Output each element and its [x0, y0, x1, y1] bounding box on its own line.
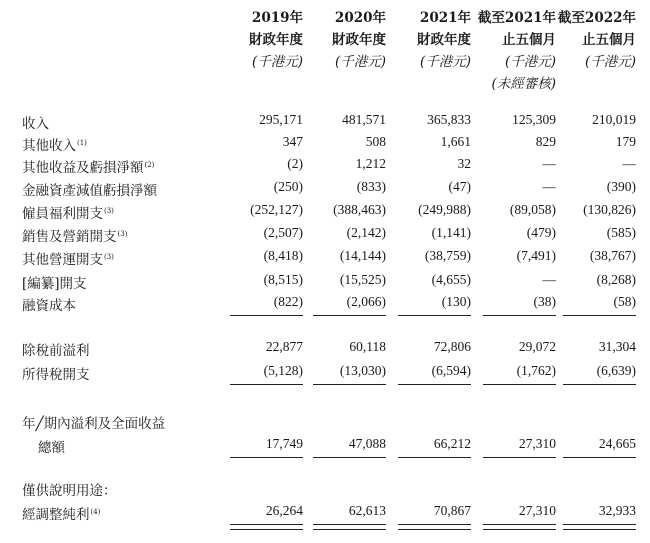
- subtotal-underline: [398, 384, 471, 385]
- subtotal-underline: [483, 457, 556, 458]
- column-header-note: (未經審核): [491, 76, 556, 92]
- table-cell: (130,826): [583, 202, 636, 217]
- table-cell: 365,833: [427, 112, 471, 127]
- table-cell: —: [542, 156, 556, 171]
- table-cell: (249,988): [418, 202, 471, 217]
- row-label: [22, 248, 114, 268]
- row-label: [22, 479, 117, 499]
- table-cell: 1,661: [440, 134, 471, 149]
- table-cell: 22,877: [265, 339, 303, 354]
- row-label-text: 融資成本: [22, 298, 76, 314]
- row-label-text: 所得稅開支: [22, 367, 90, 383]
- table-cell: 210,019: [592, 112, 636, 127]
- table-cell: (6,639): [596, 363, 636, 378]
- column-header-unit: (千港元): [251, 54, 303, 70]
- column-header-year: 截至2021年: [477, 10, 556, 26]
- table-cell: 70,867: [433, 503, 471, 518]
- table-cell: 32: [457, 156, 471, 171]
- table-cell: (8,515): [263, 272, 303, 287]
- table-cell: (47): [448, 179, 471, 194]
- table-cell: —: [542, 272, 556, 287]
- table-cell: 347: [282, 134, 303, 149]
- row-label-text: 經調整純利: [22, 507, 90, 523]
- row-label-text: 僅供說明用途：: [22, 483, 117, 499]
- row-label: [22, 134, 87, 154]
- column-header-unit: (千港元): [584, 54, 636, 70]
- column-header-unit: (千港元): [334, 54, 386, 70]
- subtotal-underline: [563, 457, 636, 458]
- table-cell: 26,264: [265, 503, 303, 518]
- table-cell: 17,749: [265, 436, 303, 451]
- column-header-year: 截至2022年: [557, 10, 636, 26]
- subtotal-underline: [483, 315, 556, 316]
- table-cell: 481,571: [342, 112, 386, 127]
- table-cell: (2): [287, 156, 303, 171]
- table-cell: (58): [613, 294, 636, 309]
- column-header-year: 2021年: [419, 10, 471, 26]
- table-cell: —: [542, 179, 556, 194]
- footnote-ref: (3): [104, 207, 114, 215]
- row-label-text: 年╱期內溢利及全面收益: [22, 416, 166, 432]
- row-label-text: 僱員福利開支: [22, 206, 103, 222]
- table-cell: (5,128): [263, 363, 303, 378]
- row-label-text: 銷售及營銷開支: [22, 229, 117, 245]
- subtotal-underline: [230, 384, 303, 385]
- table-cell: 508: [365, 134, 386, 149]
- total-double-underline: [398, 524, 471, 530]
- subtotal-underline: [563, 315, 636, 316]
- subtotal-underline: [313, 457, 386, 458]
- table-cell: (38,767): [589, 248, 636, 263]
- table-cell: (38,759): [424, 248, 471, 263]
- table-cell: (15,525): [339, 272, 386, 287]
- row-label-text: 收入: [22, 116, 49, 132]
- row-label: [22, 156, 154, 176]
- row-label: [22, 412, 165, 432]
- table-cell: (390): [606, 179, 636, 194]
- table-cell: (38): [533, 294, 556, 309]
- table-cell: 32,933: [598, 503, 636, 518]
- table-cell: 62,613: [348, 503, 386, 518]
- row-label: [22, 503, 100, 523]
- column-header-note: [526, 73, 636, 95]
- column-header-year: 2020年: [334, 10, 386, 26]
- footnote-ref: (3): [117, 230, 128, 238]
- row-label-text: 其他收入: [22, 138, 76, 154]
- column-header-unit: (千港元): [504, 54, 556, 70]
- table-cell: 1,212: [355, 156, 386, 171]
- table-cell: 24,665: [598, 436, 636, 451]
- row-label: [22, 272, 87, 292]
- subtotal-underline: [398, 457, 471, 458]
- column-header-unit: (千港元): [419, 54, 471, 70]
- table-cell: (479): [526, 225, 556, 240]
- total-double-underline: [230, 524, 303, 530]
- table-cell: (4,655): [431, 272, 471, 287]
- row-label-text: 其他營運開支: [22, 252, 103, 268]
- table-cell: (833): [356, 179, 386, 194]
- table-cell: 47,088: [348, 436, 386, 451]
- subtotal-underline: [313, 384, 386, 385]
- table-cell: 27,310: [518, 503, 556, 518]
- row-label: [22, 202, 114, 222]
- column-header-line2: 止五個月: [502, 32, 556, 48]
- total-double-underline: [313, 524, 386, 530]
- total-double-underline: [483, 524, 556, 530]
- subtotal-underline: [230, 315, 303, 316]
- subtotal-underline: [483, 384, 556, 385]
- footnote-ref: (4): [90, 508, 101, 516]
- row-label-text: 總額: [38, 440, 65, 456]
- table-cell: (7,491): [516, 248, 556, 263]
- table-cell: (250): [273, 179, 303, 194]
- table-cell: 179: [615, 134, 636, 149]
- column-header: [526, 7, 636, 95]
- footnote-ref: (1): [77, 139, 87, 147]
- table-cell: (2,142): [346, 225, 386, 240]
- table-cell: (585): [606, 225, 636, 240]
- table-cell: (388,463): [333, 202, 386, 217]
- row-label: [22, 363, 90, 383]
- row-label: [38, 436, 65, 456]
- footnote-ref: (2): [144, 161, 155, 169]
- column-header-line2: 財政年度: [249, 32, 303, 48]
- table-cell: (252,127): [250, 202, 303, 217]
- table-cell: —: [622, 156, 636, 171]
- table-cell: 31,304: [598, 339, 636, 354]
- table-cell: 295,171: [259, 112, 303, 127]
- column-header-year: 2019年: [251, 10, 303, 26]
- row-label: [22, 225, 127, 245]
- row-label: [22, 179, 157, 199]
- column-header-line2: 財政年度: [417, 32, 471, 48]
- table-cell: (822): [273, 294, 303, 309]
- row-label-text: 金融資產減值虧損淨額: [22, 183, 157, 199]
- table-cell: (1,141): [431, 225, 471, 240]
- table-cell: (13,030): [339, 363, 386, 378]
- table-cell: 60,118: [349, 339, 386, 354]
- row-label-text: [編纂]開支: [22, 276, 87, 292]
- table-cell: 27,310: [518, 436, 556, 451]
- footnote-ref: (3): [104, 253, 114, 261]
- table-cell: 66,212: [433, 436, 471, 451]
- row-label: [22, 112, 49, 132]
- table-cell: 829: [535, 134, 556, 149]
- row-label-text: 其他收益及虧損淨額: [22, 160, 144, 176]
- table-cell: (89,058): [509, 202, 556, 217]
- subtotal-underline: [230, 457, 303, 458]
- table-cell: (14,144): [339, 248, 386, 263]
- table-cell: (130): [441, 294, 471, 309]
- subtotal-underline: [313, 315, 386, 316]
- table-cell: (8,418): [263, 248, 303, 263]
- subtotal-underline: [398, 315, 471, 316]
- subtotal-underline: [563, 384, 636, 385]
- table-cell: 29,072: [518, 339, 556, 354]
- column-header-line2: 止五個月: [582, 32, 636, 48]
- total-double-underline: [563, 524, 636, 530]
- table-cell: (8,268): [596, 272, 636, 287]
- row-label-text: 除稅前溢利: [22, 343, 90, 359]
- table-cell: (2,507): [263, 225, 303, 240]
- table-cell: 125,309: [512, 112, 556, 127]
- table-cell: 72,806: [433, 339, 471, 354]
- table-cell: (2,066): [346, 294, 386, 309]
- table-cell: (6,594): [431, 363, 471, 378]
- row-label: [22, 339, 90, 359]
- column-header-line2: 財政年度: [332, 32, 386, 48]
- row-label: [22, 294, 76, 314]
- table-cell: (1,762): [516, 363, 556, 378]
